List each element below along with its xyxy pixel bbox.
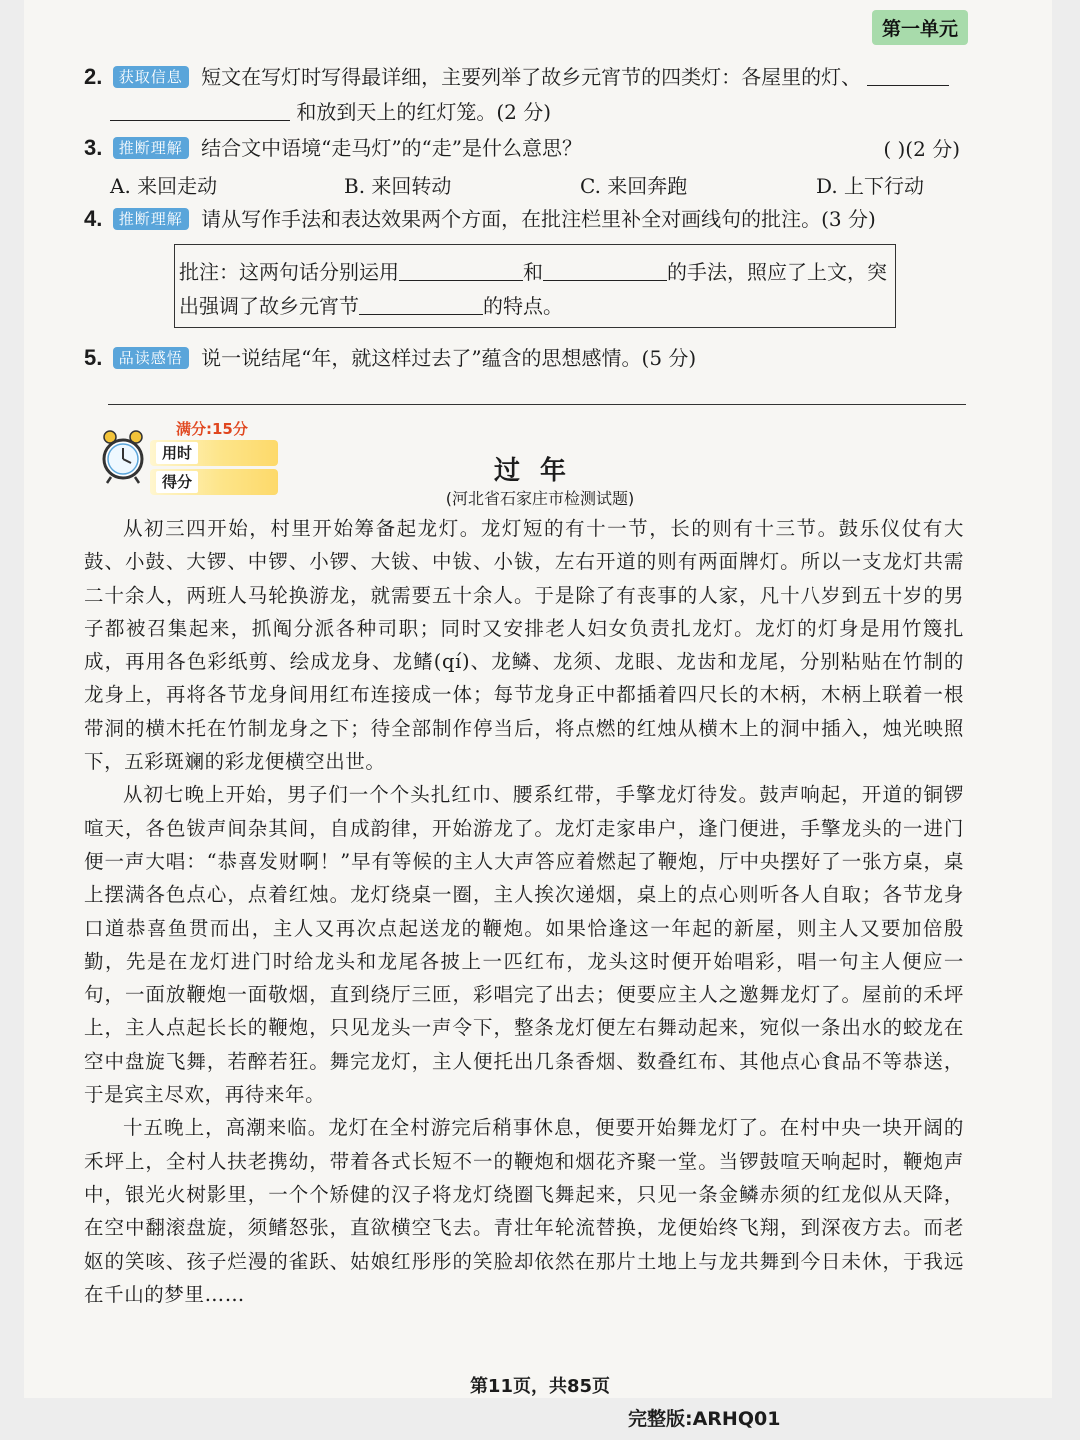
- answer-blank[interactable]: [359, 294, 483, 315]
- annotation-text: 批注：这两句话分别运用: [179, 260, 399, 284]
- annotation-text: 出强调了故乡元宵节: [179, 294, 359, 318]
- question-number: 5.: [84, 345, 103, 370]
- article-title: 过年: [493, 456, 586, 486]
- question-text: 请从写作手法和表达效果两个方面，在批注栏里补全对画线句的批注。(3 分): [201, 207, 876, 231]
- question-number: 2.: [84, 64, 103, 89]
- question-number: 4.: [84, 206, 103, 231]
- question-text: 短文在写灯时写得最详细，主要列举了故乡元宵节的四类灯：各屋里的灯、: [201, 65, 862, 89]
- annotation-line-2: [179, 289, 891, 323]
- answer-blank[interactable]: [543, 260, 667, 281]
- choice-options: [110, 170, 980, 200]
- time-used-label: 用时: [156, 442, 198, 464]
- answer-line[interactable]: [108, 404, 966, 405]
- annotation-text: 和: [523, 260, 543, 284]
- annotation-text: 的特点。: [483, 294, 563, 318]
- full-score-label: 满分:15分: [176, 420, 248, 438]
- question-text: 结合文中语境“走马灯”的“走”是什么意思？: [201, 136, 582, 160]
- question-2: [84, 62, 949, 92]
- question-type-tag: 推断理解: [113, 137, 189, 159]
- passage-paragraph-3: 十五晚上，高潮来临。龙灯在全村游完后稍事休息，便要开始舞龙灯了。在村中央一块开阔的禾坪上，全村人扶老携幼，带着各式长短不一的鞭炮和烟花齐聚一堂。当锣鼓喧天响起时，鞭炮声中，银光火树影里，一个个矫健的汉子将龙灯绕圈飞舞起来，只见一条金鳞赤须的红龙似从天降，在空中翻滚盘旋，须鳍怒张，直欲横空飞去。青壮年轮流替换，龙便始终飞翔，到深夜方去。而老妪的笑咳、孩子烂漫的雀跃、姑娘红彤彤的笑脸却依然在那片土地上与龙共舞到今日未休，于我远在千山的梦里……: [84, 1116, 964, 1306]
- option-b[interactable]: B. 来回转动: [344, 174, 452, 198]
- question-2-continued: [110, 97, 551, 127]
- question-4: [84, 204, 876, 234]
- answer-blank[interactable]: [110, 100, 290, 121]
- question-5: [84, 343, 696, 373]
- answer-blank[interactable]: [867, 65, 949, 86]
- article-source: (河北省石家庄市检测试题): [445, 489, 635, 508]
- article-passage: [84, 512, 964, 1311]
- passage-paragraph-2: 从初七晚上开始，男子们一个个头扎红巾、腰系红带，手擎龙灯待发。鼓声响起，开道的铜锣喧天，各色钹声间杂其间，自成韵律，开始游龙了。龙灯走家串户，逢门便进，手擎龙头的一进门便一声大唱：“恭喜发财啊！”早有等候的主人大声答应着燃起了鞭炮，厅中央摆好了一张方桌，桌上摆满各色点心，点着红烛。龙灯绕桌一圈，主人挨次递烟，桌上的点心则听各人自取；各节龙身口道恭喜鱼贯而出，主人又再次点起送龙的鞭炮。如果恰逢这一年起的新屋，则主人又要加倍殷勤，先是在龙灯进门时给龙头和龙尾各披上一匹红布，龙头这时便开始唱彩，唱一句主人便应一句，一面放鞭炮一面敬烟，直到绕厅三匝，彩唱完了出去；便要应主人之邀舞龙灯了。屋前的禾坪上，主人点起长长的鞭炮，只见龙头一声令下，整条龙灯便左右舞动起来，宛似一条出水的蛟龙在空中盘旋飞舞，若醉若狂。舞完龙灯，主人便托出几条香烟、数叠红布、其他点心食品不等恭送，于是宾主尽欢，再待来年。: [84, 783, 964, 1107]
- unit-tab: 第一单元: [872, 10, 968, 45]
- annotation-box: [174, 244, 896, 328]
- question-type-tag: 品读感悟: [113, 347, 189, 369]
- option-a[interactable]: A. 来回走动: [110, 174, 218, 198]
- question-text: 和放到天上的红灯笼。(2 分): [296, 100, 552, 124]
- question-type-tag: 获取信息: [113, 66, 189, 88]
- question-type-tag: 推断理解: [113, 208, 189, 230]
- option-d[interactable]: D. 上下行动: [816, 174, 925, 198]
- question-text: 说一说结尾“年，就这样过去了”蕴含的思想感情。(5 分): [201, 346, 697, 370]
- annotation-text: 的手法，照应了上文，突: [667, 260, 887, 284]
- question-3: [84, 133, 582, 163]
- score-label: 得分: [156, 471, 198, 493]
- page-number: 第11页，共85页: [469, 1376, 611, 1397]
- answer-blank[interactable]: [399, 260, 523, 281]
- option-c[interactable]: C. 来回奔跑: [580, 174, 688, 198]
- question-number: 3.: [84, 135, 103, 160]
- answer-parentheses[interactable]: ( )(2 分): [883, 137, 960, 161]
- document-code: 完整版:ARHQ01: [628, 1408, 781, 1430]
- passage-paragraph-1: 从初三四开始，村里开始筹备起龙灯。龙灯短的有十一节，长的则有十三节。鼓乐仪仗有大鼓、小鼓、大锣、中锣、小锣、大钹、中钹、小钹，左右开道的则有两面牌灯。所以一支龙灯共需二十余人，两班人马轮换游龙，就需要五十余人。于是除了有丧事的人家，凡十八岁到五十岁的男子都被召集起来，抓阄分派各种司职；同时又安排老人妇女负责扎龙灯。龙灯的灯身是用竹篾扎成，再用各色彩纸剪、绘成龙身、龙鳍(qí)、龙鳞、龙须、龙眼、龙齿和龙尾，分别粘贴在竹制的龙身上，再将各节龙身间用红布连接成一体；每节龙身正中都插着四尺长的木柄，木柄上联着一根带洞的横木托在竹制龙身之下；待全部制作停当后，将点燃的红烛从横木上的洞中插入，烛光映照下，五彩斑斓的彩龙便横空出世。: [84, 517, 964, 774]
- annotation-line-1: [179, 255, 891, 289]
